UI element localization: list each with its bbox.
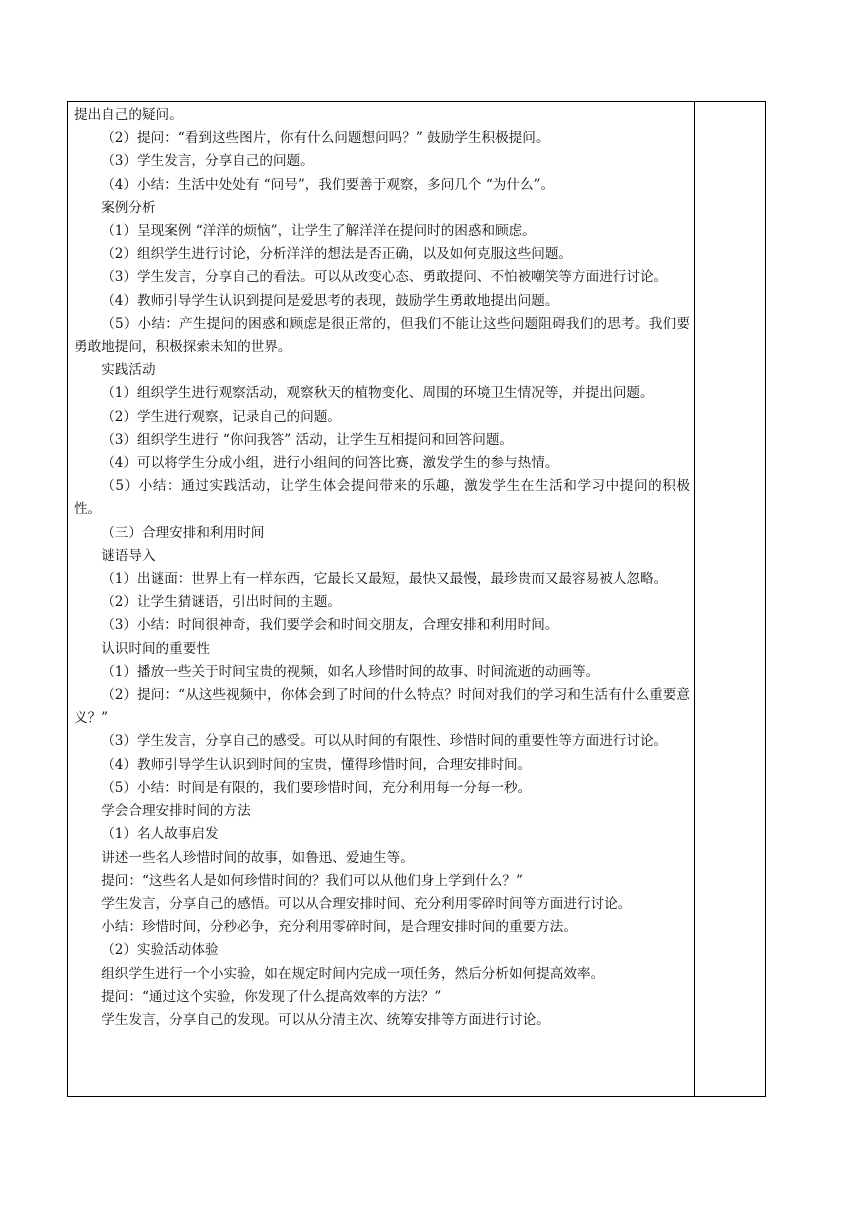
paragraph-line: （2）让学生猜谜语，引出时间的主题。 (101, 594, 341, 611)
paragraph-line: （3）学生发言，分享自己的问题。 (101, 153, 314, 170)
paragraph-line: 案例分析 (101, 199, 156, 216)
paragraph-line: （三）合理安排和利用时间 (101, 524, 265, 541)
paragraph-line: 讲述一些名人珍惜时间的故事，如鲁迅、爱迪生等。 (101, 849, 414, 866)
paragraph-line: （3）学生发言，分享自己的看法。可以从改变心态、勇敢提问、不怕被嘲笑等方面进行讨论。 (101, 269, 668, 286)
paragraph-line: 小结：珍惜时间，分秒必争，充分利用零碎时间，是合理安排时间的重要方法。 (101, 919, 577, 936)
notes-column-divider (694, 102, 695, 1096)
paragraph-line: 学生发言，分享自己的发现。可以从分清主次、统筹安排等方面进行讨论。 (101, 1011, 550, 1028)
paragraph-line: 提出自己的疑问。 (74, 107, 183, 123)
paragraph-line: （2）提问：“看到这些图片，你有什么问题想问吗？” 鼓励学生积极提问。 (101, 130, 550, 147)
paragraph-line: （5）小结：时间是有限的，我们要珍惜时间，充分利用每一分每一秒。 (101, 779, 532, 796)
paragraph-line: （4）教师引导学生认识到时间的宝贵，懂得珍惜时间，合理安排时间。 (101, 756, 532, 773)
paragraph-line: （4）小结：生活中处处有 “问号”，我们要善于观察，多问几个 “为什么”。 (101, 176, 555, 193)
paragraph-line: （1）组织学生进行观察活动，观察秋天的植物变化、周围的环境卫生情况等，并提出问题。 (101, 385, 654, 402)
paragraph-line: （1）出谜面：世界上有一样东西，它最长又最短，最快又最慢，最珍贵而又最容易被人忽略。 (101, 571, 668, 588)
paragraph-line: （2）组织学生进行讨论，分析洋洋的想法是否正确，以及如何克服这些问题。 (101, 246, 573, 263)
paragraph-line: （3）小结：时间很神奇，我们要学会和时间交朋友，合理安排和利用时间。 (101, 617, 559, 634)
paragraph-line: （2）提问：“从这些视频中，你体会到了时间的什么特点？时间对我们的学习和生活有什么重要意义？” (74, 687, 690, 727)
paragraph-line: （4）教师引导学生认识到提问是爱思考的表现，鼓励学生勇敢地提出问题。 (101, 292, 559, 309)
paragraph-line: （3）组织学生进行 “你问我答” 活动，让学生互相提问和回答问题。 (101, 431, 514, 448)
paragraph-line: 学会合理安排时间的方法 (101, 803, 251, 820)
paragraph-line: 认识时间的重要性 (101, 640, 210, 657)
paragraph-line: 实践活动 (101, 362, 156, 379)
paragraph-line: 谜语导入 (101, 547, 156, 564)
paragraph-line: （1）播放一些关于时间宝贵的视频，如名人珍惜时间的故事、时间流逝的动画等。 (101, 663, 600, 680)
paragraph-line: （5）小结：产生提问的困惑和顾虑是很正常的，但我们不能让这些问题阻碍我们的思考。我们要勇敢地提问，积极探索未知的世界。 (74, 315, 690, 356)
paragraph-line: （2）学生进行观察，记录自己的问题。 (101, 408, 341, 425)
paragraph-line: 提问：“通过这个实验，你发现了什么提高效率的方法？” (101, 988, 442, 1005)
paragraph-line: （2）实验活动体验 (101, 942, 219, 959)
paragraph-line: 组织学生进行一个小实验，如在规定时间内完成一项任务，然后分析如何提高效率。 (101, 965, 605, 982)
lesson-content-cell (74, 104, 690, 1032)
paragraph-line: （1）呈现案例 “洋洋的烦恼”，让学生了解洋洋在提问时的困惑和顾虑。 (101, 223, 536, 240)
paragraph-line: （5）小结：通过实践活动，让学生体会提问带来的乐趣，激发学生在生活和学习中提问的积极性。 (74, 478, 690, 518)
lesson-plan-table (67, 101, 766, 1097)
paragraph-line: 学生发言，分享自己的感悟。可以从合理安排时间、充分利用零碎时间等方面进行讨论。 (101, 895, 632, 912)
paragraph-line: 提问：“这些名人是如何珍惜时间的？我们可以从他们身上学到什么？” (101, 872, 523, 889)
paragraph-line: （1）名人故事启发 (101, 826, 219, 843)
paragraph-line: （4）可以将学生分成小组，进行小组间的问答比赛，激发学生的参与热情。 (101, 455, 559, 472)
paragraph-line: （3）学生发言，分享自己的感受。可以从时间的有限性、珍惜时间的重要性等方面进行讨论。 (101, 733, 668, 750)
